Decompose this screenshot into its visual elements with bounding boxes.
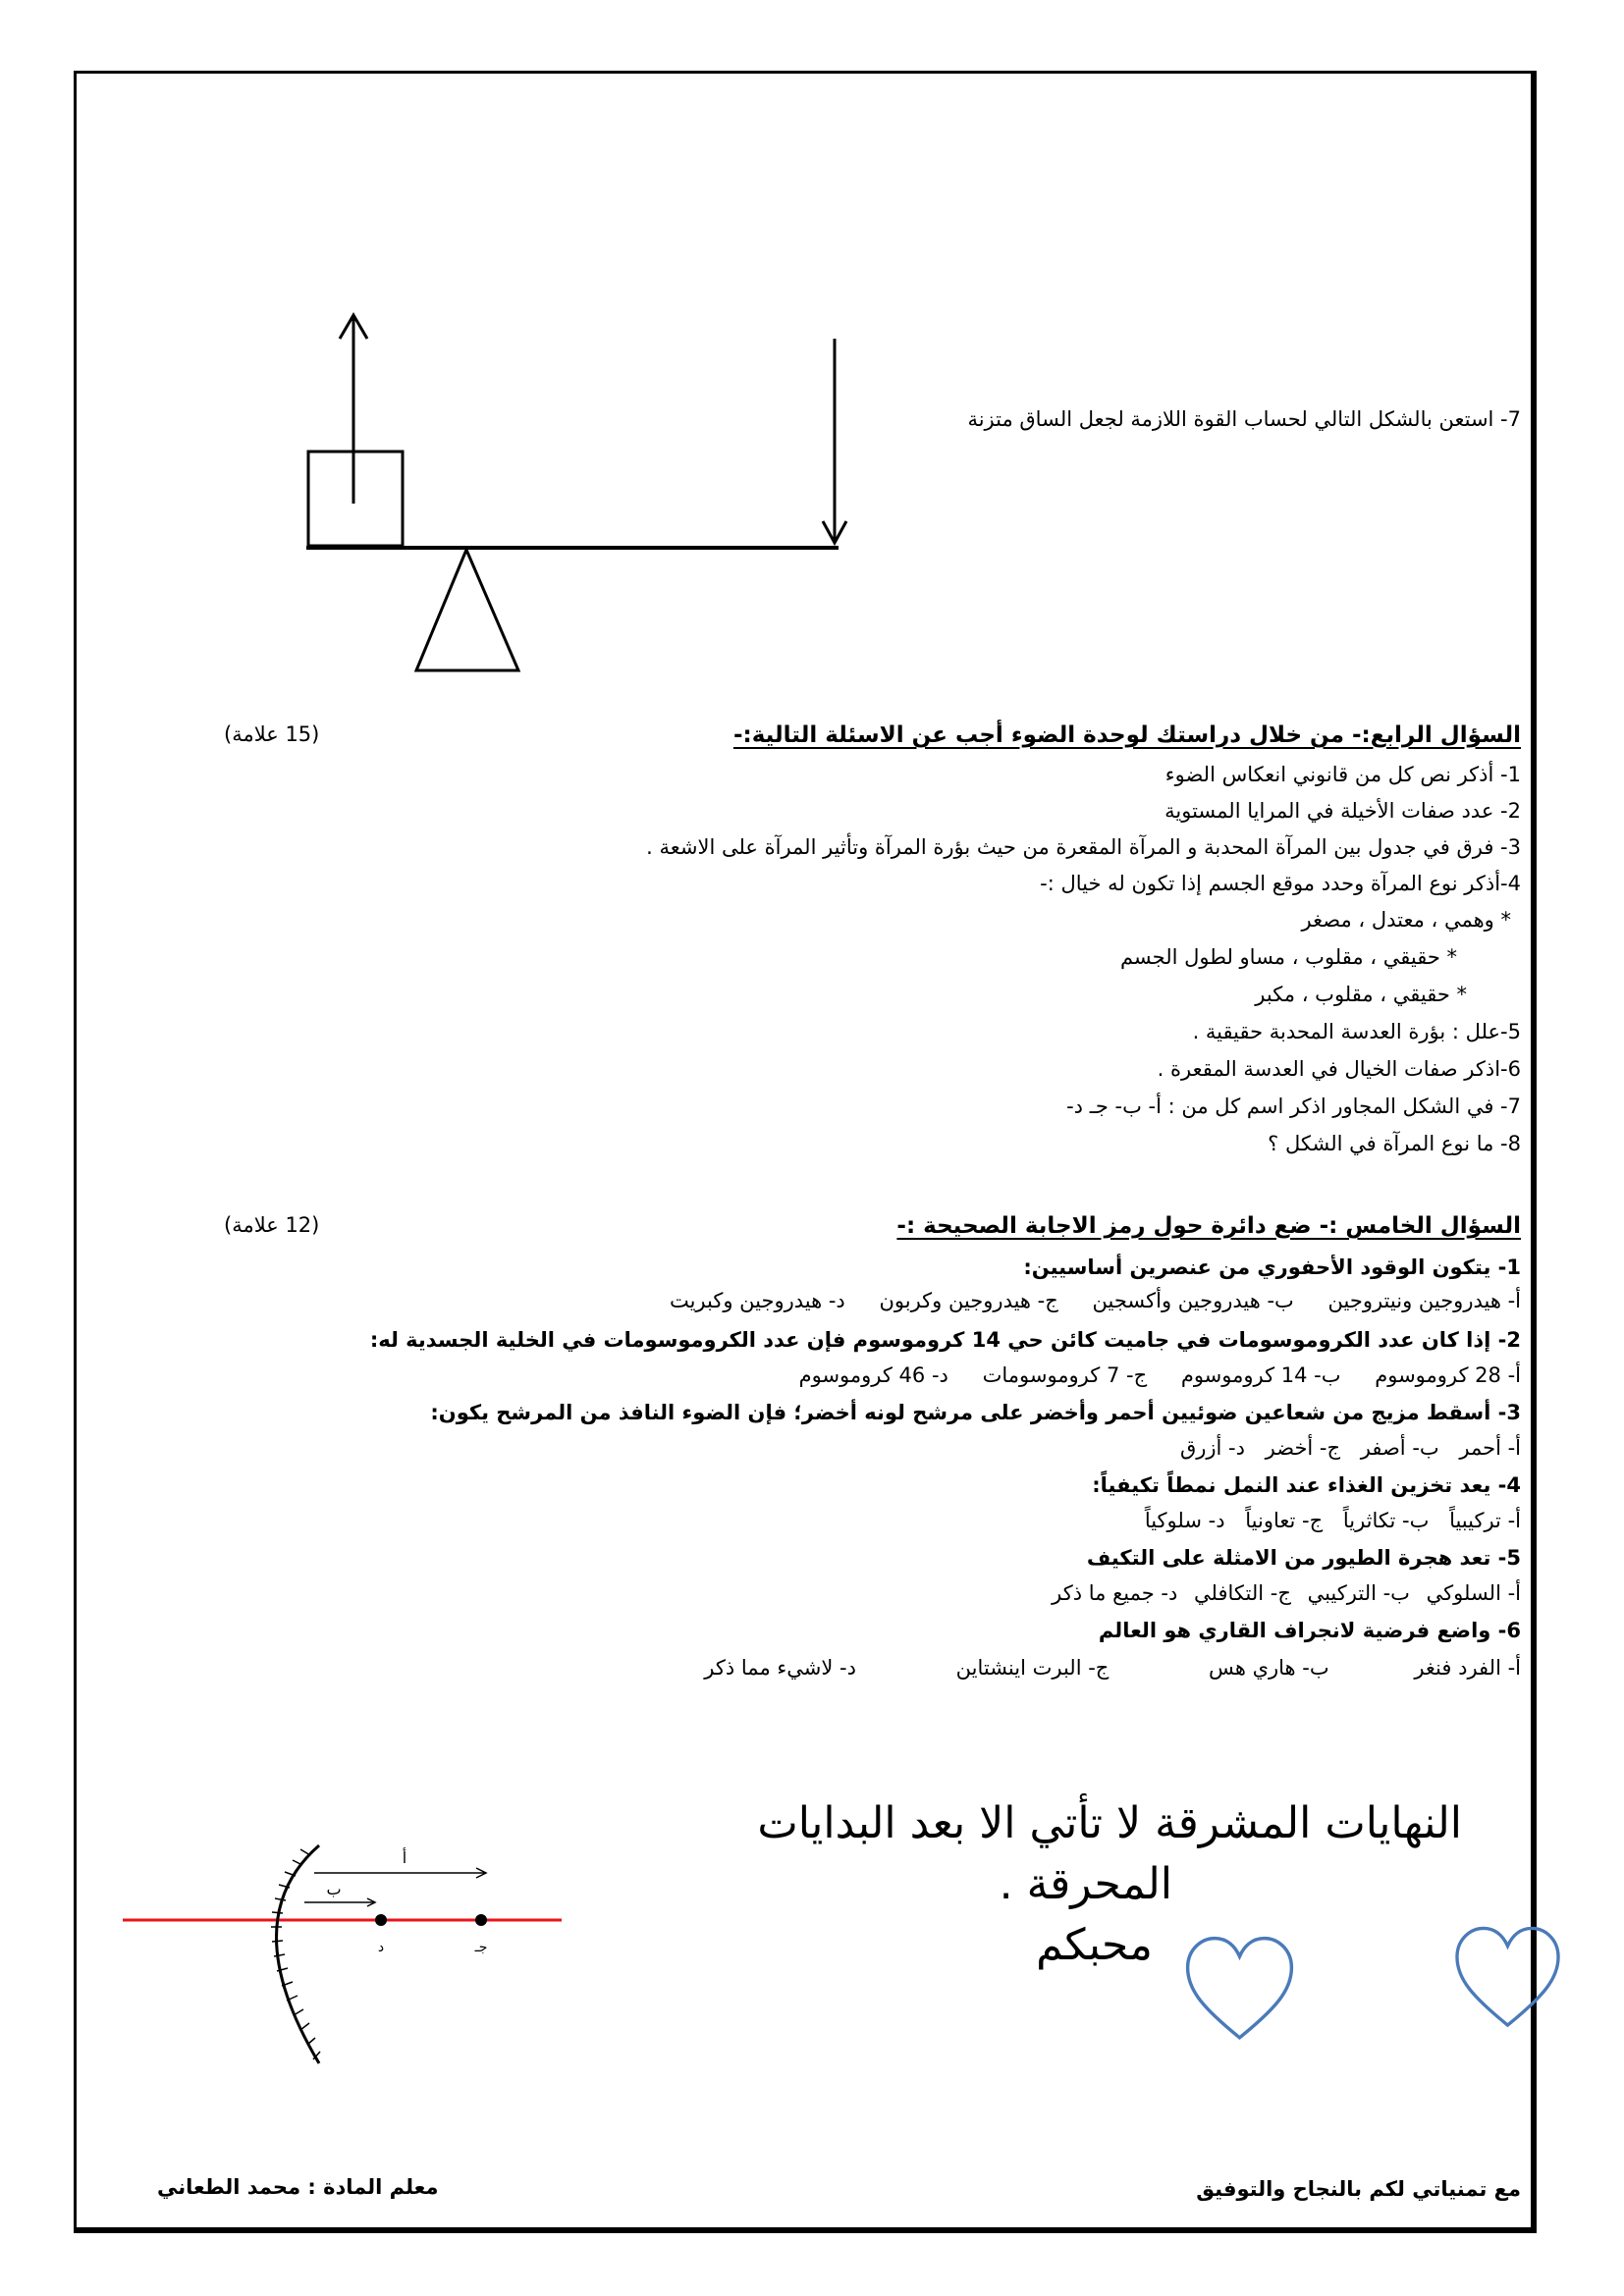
option[interactable]: ب- 14 كروموسوم (1180, 1363, 1341, 1387)
label-c: جـ (474, 1940, 488, 1955)
q5-title: السؤال الخامس :- ضع دائرة حول رمز الاجابة الصحيحة :- (896, 1213, 1521, 1239)
option[interactable]: ج- هيدروجين وكربون (879, 1289, 1058, 1312)
mirror-diagram (118, 1836, 569, 2071)
heart-icon (1183, 1934, 1296, 2047)
label-d: د (377, 1940, 385, 1955)
q4-item: 7- في الشكل المجاور اذكر اسم كل من : أ- ب- جـ د- (1066, 1095, 1521, 1118)
option[interactable]: ب- التركيبي (1307, 1581, 1410, 1605)
option[interactable]: ج- التكافلي (1194, 1581, 1291, 1605)
point-d (375, 1914, 387, 1926)
q4-item: 5-علل : بؤرة العدسة المحدبة حقيقية . (1192, 1020, 1521, 1043)
option[interactable]: ب- تكاثرياً (1342, 1509, 1430, 1532)
lever-diagram (295, 309, 854, 682)
q5-question: 3- أسقط مزيج من شعاعين ضوئيين أحمر وأخضر على مرشح لونه أخضر؛ فإن الضوء النافذ من المرشح يكون: (430, 1401, 1521, 1424)
label-a: أ (402, 1848, 407, 1867)
q5-question: 2- إذا كان عدد الكروموسومات في جاميت كائن حي 14 كروموسوم فإن عدد الكروموسومات في الخلية الجسدية له: (369, 1328, 1521, 1352)
q5-question: 4- يعد تخزين الغذاء عند النمل نمطاً تكيفياً: (1092, 1473, 1521, 1497)
q4-item: 8- ما نوع المرآة في الشكل ؟ (1268, 1132, 1521, 1155)
q4-item: * حقيقي ، مقلوب ، مكبر (1255, 983, 1467, 1006)
option[interactable]: ج- أخضر (1265, 1436, 1341, 1460)
footer-wishes: مع تمنياتي لكم بالنجاح والتوفيق (1196, 2177, 1521, 2201)
q4-item: 3- فرق في جدول بين المرآة المحدبة و المرآة المقعرة من حيث بؤرة المرآة وتأثير المرآة على الاشعة . (646, 835, 1521, 859)
q5-options (642, 1286, 1521, 1315)
option[interactable]: ب- هيدروجين وأكسجين (1092, 1289, 1294, 1312)
lever-question: 7- استعن بالشكل التالي لحساب القوة اللازمة لجعل الساق متزنة (967, 407, 1521, 431)
option[interactable]: ب- أصفر (1360, 1436, 1439, 1460)
option[interactable]: د- سلوكياً (1144, 1509, 1225, 1532)
point-c (475, 1914, 487, 1926)
option[interactable]: د- 46 كروموسوم (798, 1363, 948, 1387)
option[interactable]: ج- تعاونياً (1245, 1509, 1324, 1532)
option[interactable]: ج- 7 كروموسومات (982, 1363, 1148, 1387)
q5-marks: (12 علامة) (224, 1213, 320, 1237)
q5-options (1166, 1433, 1521, 1463)
quote-line-2: المحرقة . (999, 1859, 1172, 1909)
footer-teacher: معلم المادة : محمد الطعاني (157, 2175, 439, 2199)
option[interactable]: أ- الفرد فنغر (1414, 1656, 1521, 1680)
q5-options (1042, 1578, 1521, 1608)
q4-title: السؤال الرابع:- من خلال دراستك لوحدة الضوء أجب عن الاسئلة التالية:- (732, 722, 1521, 748)
q4-item: 1- أذكر نص كل من قانوني انعكاس الضوء (1164, 763, 1521, 786)
q5-options (772, 1361, 1521, 1390)
option[interactable]: أ- تركيبياً (1449, 1509, 1521, 1532)
q4-item: 6-اذكر صفات الخيال في العدسة المقعرة . (1157, 1057, 1521, 1081)
option[interactable]: أ- أحمر (1459, 1436, 1521, 1460)
q5-question: 1- يتكون الوقود الأحفوري من عنصرين أساسيين: (1023, 1255, 1521, 1279)
heart-icon (1451, 1924, 1564, 2034)
option[interactable]: د- لاشيء مما ذكر (704, 1656, 856, 1680)
q5-options (1131, 1506, 1521, 1535)
option[interactable]: أ- هيدروجين ونيتروجين (1327, 1289, 1521, 1312)
q5-options (677, 1653, 1521, 1682)
q4-item: 4-أذكر نوع المرآة وحدد موقع الجسم إذا تكون له خيال :- (1040, 872, 1521, 895)
option[interactable]: د- أزرق (1179, 1436, 1245, 1460)
lever-fulcrum (416, 550, 518, 670)
option[interactable]: د- جميع ما ذكر (1052, 1581, 1178, 1605)
q4-item: 2- عدد صفات الأخيلة في المرايا المستوية (1164, 799, 1521, 823)
q4-item: * حقيقي ، مقلوب ، مساو لطول الجسم (1119, 945, 1457, 969)
quote-line-1: النهايات المشرقة لا تأتي الا بعد البدايات (757, 1798, 1462, 1848)
q4-item: * وهمي ، معتدل ، مصغر (1301, 908, 1511, 932)
quote-line-3: محبكم (1036, 1920, 1153, 1970)
option[interactable]: أ- السلوكي (1426, 1581, 1521, 1605)
option[interactable]: د- هيدروجين وكبريت (669, 1289, 845, 1312)
option[interactable]: أ- 28 كروموسوم (1375, 1363, 1521, 1387)
q5-question: 6- واضع فرضية لانجراف القاري هو العالم (1098, 1619, 1521, 1642)
option[interactable]: ج- البرت اينشتاين (955, 1656, 1110, 1680)
q5-question: 5- تعد هجرة الطيور من الامثلة على التكيف (1086, 1546, 1521, 1570)
label-b: ب (326, 1880, 342, 1898)
lever-box (308, 452, 403, 546)
option[interactable]: ب- هاري هس (1209, 1656, 1329, 1680)
q4-marks: (15 علامة) (224, 722, 320, 746)
